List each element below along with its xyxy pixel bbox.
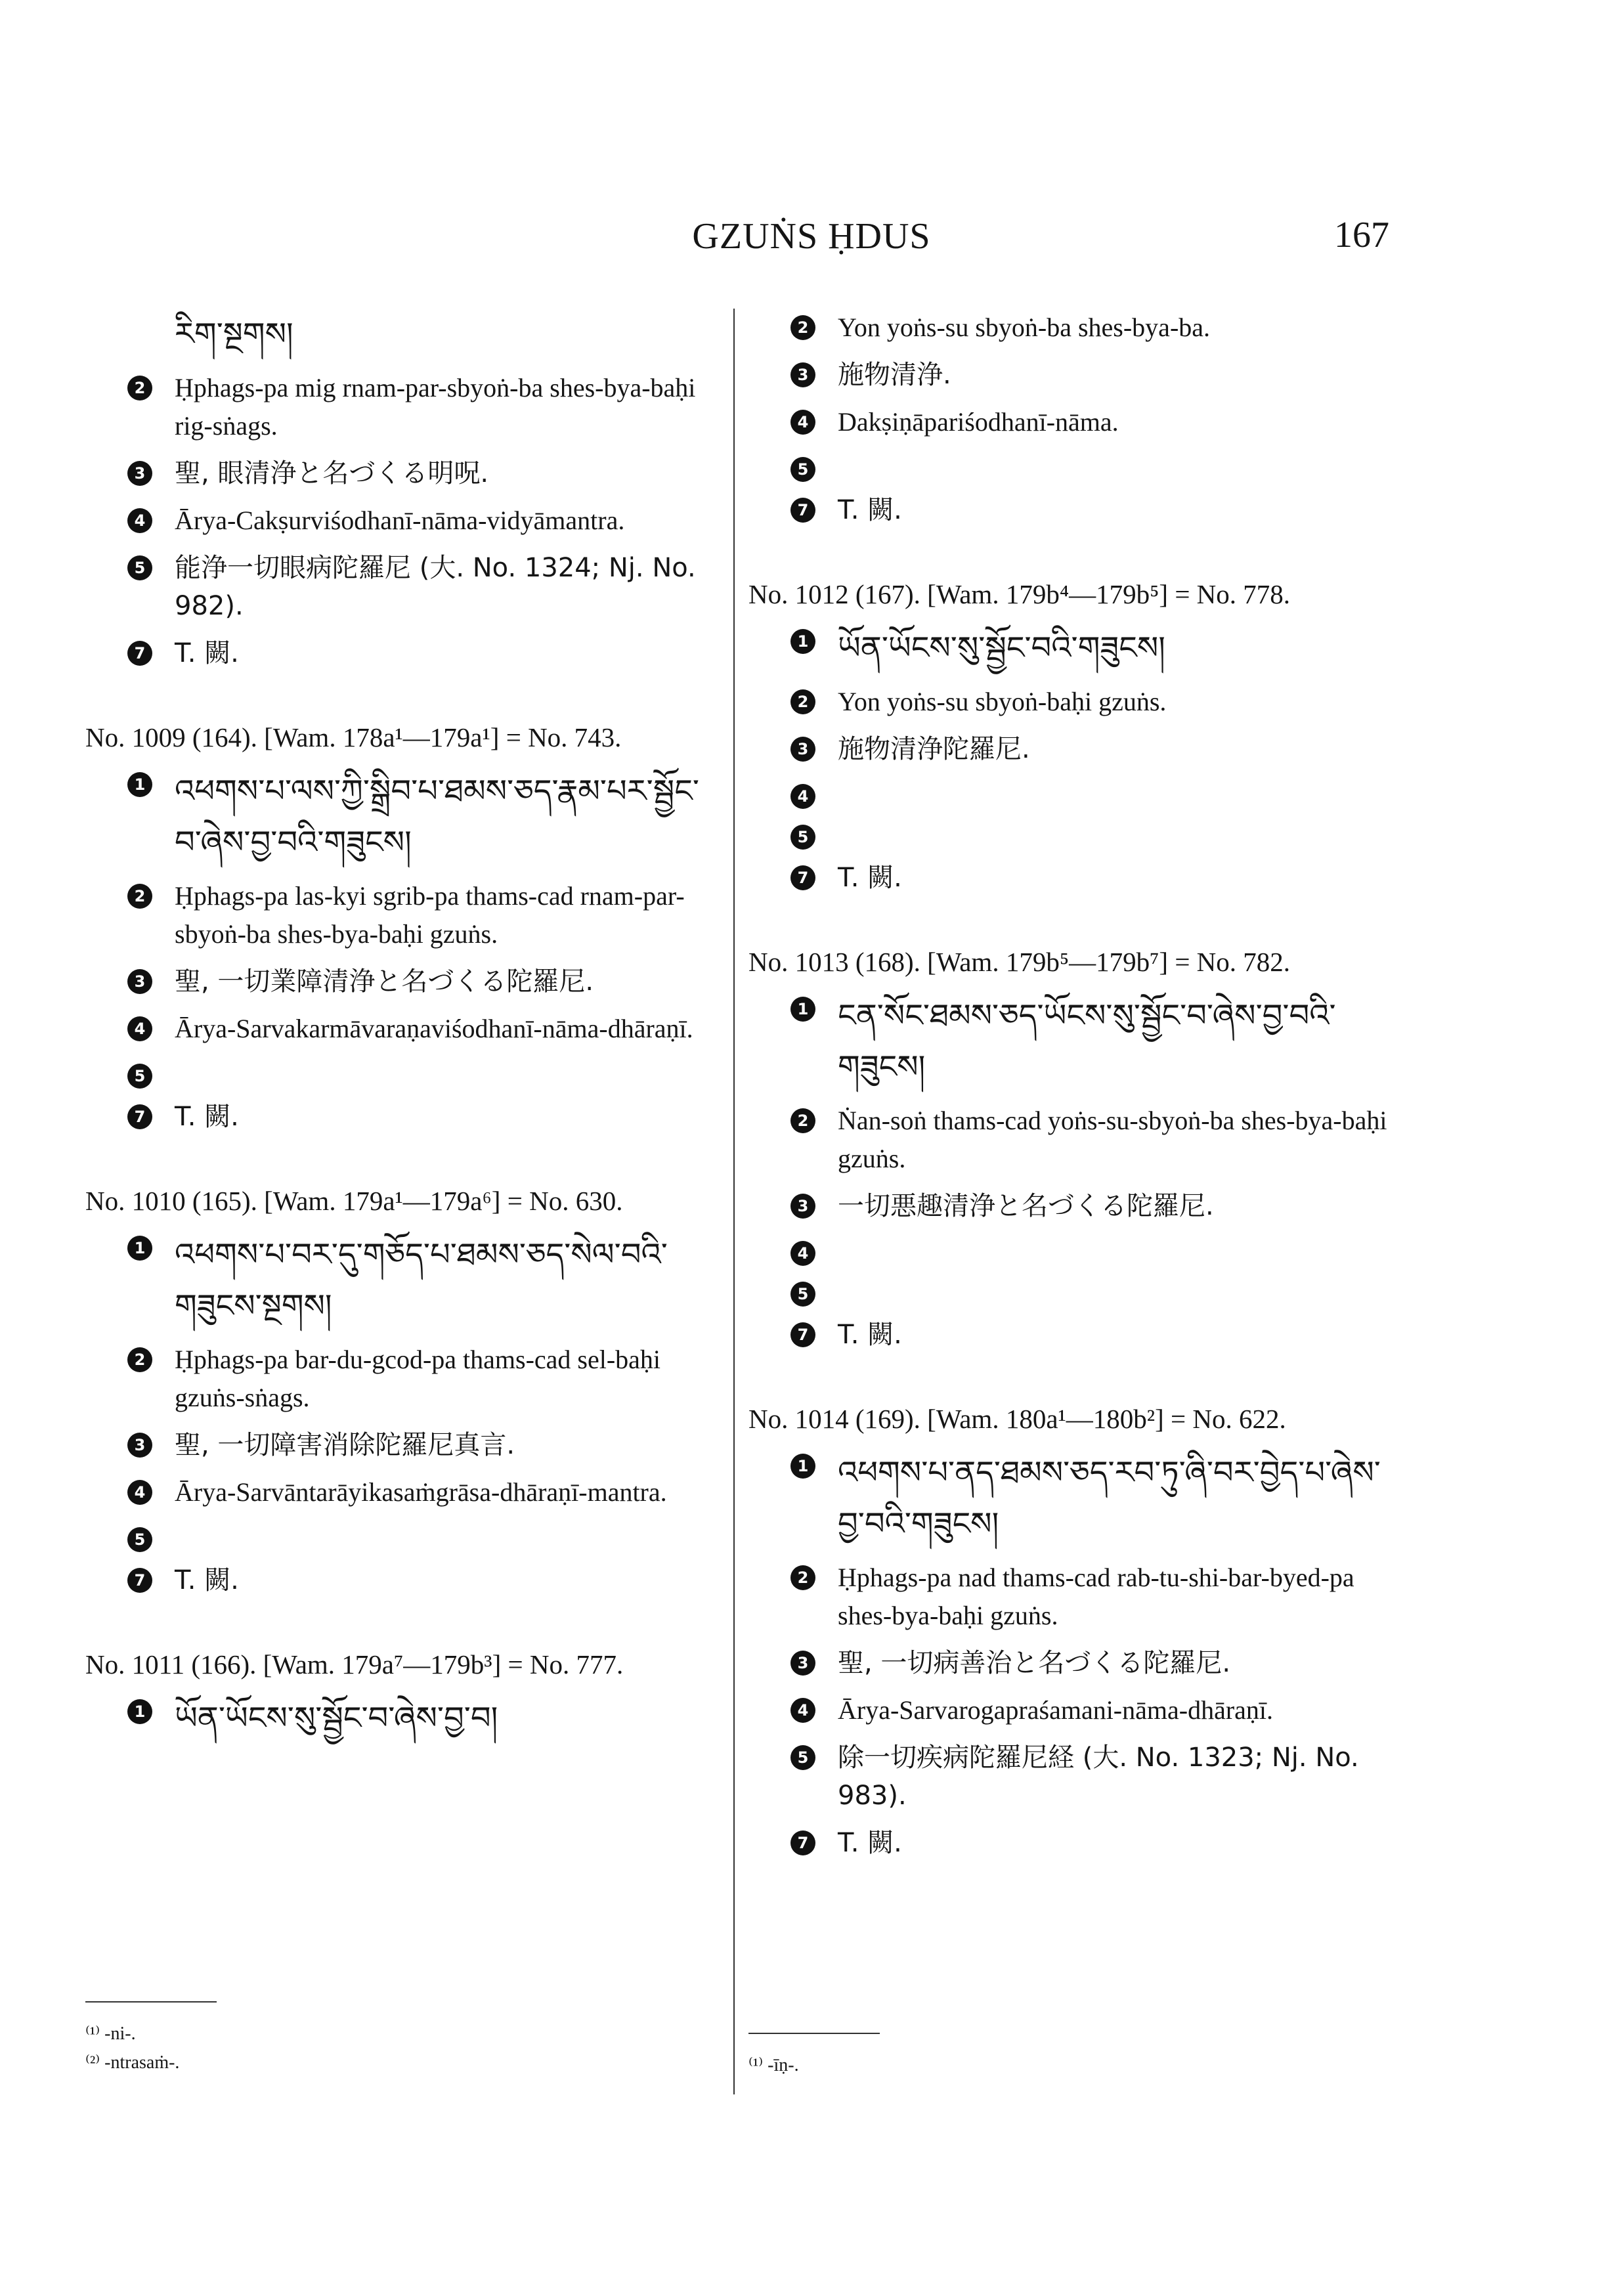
sanskrit-title: Ārya-Sarvāntarāyikasaṁgrāsa-dhāraṇī-mantra. [175,1477,667,1507]
marker-5: 5 [127,1064,152,1089]
marker-5: 5 [790,1745,815,1770]
marker-5: 5 [790,457,815,482]
marker-2: 2 [790,315,815,340]
japanese-title: 聖, 一切障害消除陀羅尼真言. [175,1430,515,1460]
marker-7: 7 [790,1830,815,1855]
footnote-rule [748,2033,880,2034]
marker-3: 3 [790,1194,815,1219]
running-header: GZUṄS ḤDUS [692,216,931,257]
japanese-title: 聖, 一切業障清浄と名づくる陀羅尼. [175,966,594,997]
marker-1: 1 [790,1454,815,1479]
marker-7: 7 [790,865,815,890]
entry-heading: No. 1009 (164). [Wam. 178a¹—179a¹] = No. 743. [85,722,622,752]
japanese-title: 聖, 眼清浄と名づくる明呪. [175,458,489,488]
transliteration: Ḥphags-pa bar-du-gcod-pa thams-cad sel-baḥi gzuṅs-sṅags. [175,1345,661,1412]
marker-2: 2 [127,376,152,401]
tohoku-reference: T. 闕. [838,1828,902,1858]
marker-4: 4 [790,784,815,809]
tibetan-title: འཕགས་པ་ལས་ཀྱི་སྒྲིབ་པ་ཐམས་ཅད་རྣམ་པར་སྦྱོང་བ་ཞེས་བྱ་བའི་གཟུངས། [175,773,699,861]
marker-2: 2 [790,1565,815,1590]
sanskrit-title: Ārya-Sarvarogapraśamani-nāma-dhāraṇī. [838,1695,1274,1725]
transliteration: Ḥphags-pa las-kyi sgrib-pa thams-cad rnam-par-sbyoṅ-ba shes-bya-baḥi gzuṅs. [175,881,685,949]
entry-1012 [748,575,1392,897]
marker-5: 5 [790,1282,815,1307]
tibetan-title: འཕགས་པ་བར་དུ་གཅོད་པ་ཐམས་ཅད་སེལ་བའི་གཟུངས་སྔགས། [175,1236,668,1324]
marker-5: 5 [127,1527,152,1552]
entry-heading: No. 1010 (165). [Wam. 179a¹—179a⁶] = No. 630. [85,1186,623,1216]
footnotes-left [85,2001,217,2077]
marker-1: 1 [790,997,815,1022]
marker-2: 2 [790,1108,815,1133]
marker-4: 4 [790,410,815,435]
column-divider [733,309,735,2094]
japanese-title: 施物清浄. [838,360,951,390]
tibetan-title: ངན་སོང་ཐམས་ཅད་ཡོངས་སུ་སྦྱོང་བ་ཞེས་བྱ་བའི་གཟུངས། [838,997,1336,1085]
entry-heading: No. 1011 (166). [Wam. 179a⁷—179b³] = No. 777. [85,1649,624,1679]
marker-3: 3 [790,737,815,762]
entry-heading: No. 1014 (169). [Wam. 180a¹—180b²] = No. 622. [748,1404,1286,1434]
marker-7: 7 [127,1104,152,1129]
japanese-title: 聖, 一切病善治と名づくる陀羅尼. [838,1648,1231,1678]
footnote: ⁽¹⁾ -ni-. [85,2024,136,2044]
marker-4: 4 [127,508,152,533]
marker-1: 1 [127,772,152,797]
marker-4: 4 [127,1016,152,1041]
marker-3: 3 [127,969,152,994]
entry-heading: No. 1012 (167). [Wam. 179b⁴—179b⁵] = No. 778. [748,579,1291,609]
marker-1: 1 [127,1699,152,1724]
marker-4: 4 [127,1480,152,1505]
entry-heading: No. 1013 (168). [Wam. 179b⁵—179b⁷] = No. 782. [748,947,1291,977]
tibetan-title: འཕགས་པ་ནད་ཐམས་ཅད་རབ་ཏུ་ཞི་བར་བྱེད་པ་ཞེས་བྱ་བའི་གཟུངས། [838,1454,1381,1542]
marker-3: 3 [127,461,152,486]
tibetan-title: ཡོན་ཡོངས་སུ་སྦྱོང་བ་ཞེས་བྱ་བ། [175,1700,498,1737]
marker-3: 3 [790,362,815,387]
marker-7: 7 [127,1568,152,1593]
entry-1011 [85,1645,719,1744]
marker-3: 3 [127,1433,152,1458]
transliteration: Ṅan-soṅ thams-cad yoṅs-su-sbyoṅ-ba shes-bya-baḥi gzuṅs. [838,1106,1387,1173]
right-column [748,309,1392,1862]
marker-2: 2 [127,884,152,909]
entry-1014 [748,1400,1392,1862]
footnotes-right [748,2033,880,2080]
page-number: 167 [1334,215,1389,255]
marker-7: 7 [790,1322,815,1347]
tohoku-reference: T. 闕. [838,495,902,525]
entry-continuation-left [85,309,719,672]
entry-continuation-right [748,309,1392,529]
transliteration: Yon yoṅs-su sbyoṅ-ba shes-bya-ba. [838,313,1211,342]
left-column [85,309,719,1744]
tohoku-reference: T. 闕. [838,863,902,893]
marker-5: 5 [790,825,815,850]
tibetan-title: ཡོན་ཡོངས་སུ་སྦྱོང་བའི་གཟུངས། [838,630,1165,666]
sanskrit-title: Dakṣiṇāpariśodhanī-nāma. [838,407,1119,437]
marker-7: 7 [127,641,152,666]
tohoku-reference: T. 闕. [838,1320,902,1350]
entry-1013 [748,943,1392,1354]
marker-4: 4 [790,1241,815,1266]
chinese-reference: 除一切疾病陀羅尼経 (大. No. 1323; Nj. No. 983). [838,1743,1359,1811]
marker-2: 2 [790,689,815,714]
marker-4: 4 [790,1698,815,1723]
marker-3: 3 [790,1651,815,1676]
transliteration: Yon yoṅs-su sbyoṅ-baḥi gzuṅs. [838,687,1167,716]
sanskrit-title: Ārya-Sarvakarmāvaraṇaviśodhanī-nāma-dhāraṇī. [175,1014,693,1043]
footnote-rule [85,2001,217,2003]
transliteration: Ḥphags-pa nad thams-cad rab-tu-shi-bar-byed-pa shes-bya-baḥi gzuṅs. [838,1563,1354,1630]
japanese-title: 施物清浄陀羅尼. [838,734,1030,764]
marker-2: 2 [127,1347,152,1372]
entry-1010 [85,1182,719,1599]
marker-1: 1 [127,1236,152,1261]
marker-7: 7 [790,498,815,523]
tohoku-reference: T. 闕. [175,1565,239,1595]
tohoku-reference: T. 闕. [175,638,239,668]
footnote: ⁽¹⁾ -īṇ-. [748,2055,799,2075]
sanskrit-title: Ārya-Cakṣurviśodhanī-nāma-vidyāmantra. [175,506,625,535]
footnote: ⁽²⁾ -ntrasaṁ-. [85,2052,180,2073]
entry-1009 [85,718,719,1136]
marker-5: 5 [127,555,152,580]
transliteration: Ḥphags-pa mig rnam-par-sbyoṅ-ba shes-bya-baḥi rig-sṅags. [175,373,696,441]
chinese-reference: 能浄一切眼病陀羅尼 (大. No. 1324; Nj. No. 982). [175,553,696,621]
tohoku-reference: T. 闕. [175,1102,239,1132]
marker-1: 1 [790,629,815,654]
tibetan-title: རིག་སྔགས། [175,316,293,353]
japanese-title: 一切悪趣清浄と名づくる陀羅尼. [838,1191,1214,1221]
